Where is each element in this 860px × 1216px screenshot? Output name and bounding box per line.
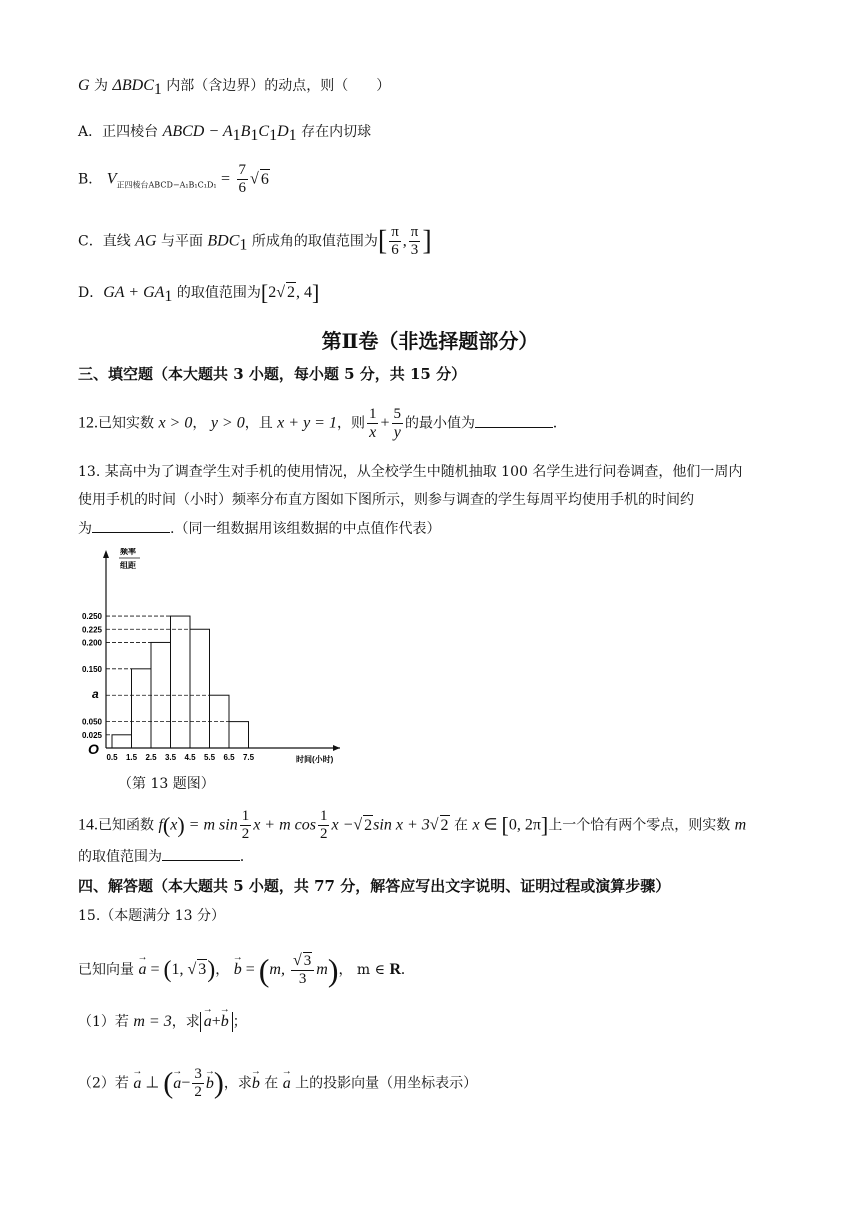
q11-option-c: C．直线 AG 与平面 $BDC_1$ 所成角的取值范围为[ $\frac{\pi}{6}$ , $\frac{\pi}{3}$ ]: [78, 224, 432, 258]
answer-blank: [475, 413, 553, 428]
y-axis-label-bottom: 组距: [120, 561, 136, 570]
y-tick-label: 0.025: [81, 730, 102, 740]
part-3-title: 三、填空题（本大题共 3 小题，每小题 5 分，共 15 分）: [78, 365, 467, 383]
y-tick-label: 0.150: [81, 664, 102, 674]
q14-line-2: 的取值范围为 .: [78, 848, 244, 865]
origin-label: O: [88, 741, 99, 757]
q14-line-1: 14.已知函数 f(x) = m sin $\frac{1}{2}$ x + m cos $\frac{1}{2}$ x −√ 2sin x + 3√ 2 在 x ∈ [0, 2π]上一个恰有两个零点，则实数 m: [78, 808, 747, 842]
q15-part-1: （1）若 m = 3，求→ a+→ b ；: [78, 1012, 247, 1032]
q11-option-a: A．正四棱台 ABCD − $A_1B_1C_1D_1$ 存在内切球: [78, 123, 372, 144]
histogram-bar: [112, 735, 132, 748]
y-axis-arrow: [103, 550, 109, 558]
q15-given: 已知向量 → a = (1, √ 3)， → b = (m, $\frac{√ 3}{3}$ m)， m ∈ R.: [78, 952, 405, 988]
fraction: $\frac{7}{6}$: [238, 162, 247, 196]
q13-line-2: 使用手机的时间（小时）频率分布直方图如下图所示，则参与调查的学生每周平均使用手机的时间约: [78, 492, 694, 508]
q13-line-3: 为 .（同一组数据用该组数据的中点值作代表）: [78, 518, 440, 539]
y-tick-label: 0.200: [81, 638, 102, 648]
y-tick-label: 0.225: [81, 625, 102, 635]
x-axis-arrow: [333, 745, 340, 751]
x-tick-label: 2.5: [145, 753, 157, 762]
q11-stem: G 为 $\Delta BDC_1$ 内部（含边界）的动点，则（ ）: [78, 77, 391, 98]
x-tick-label: 6.5: [223, 753, 235, 762]
x-axis-label: 时间(小时): [296, 755, 334, 764]
x-tick-label: 1.5: [125, 753, 138, 762]
q13-line-1: 13. 某高中为了调查学生对手机的使用情况，从全校学生中随机抽取 100 名学生进行问卷调查，他们一周内: [78, 464, 743, 480]
figure-caption: （第 13 题图）: [118, 776, 215, 792]
part-4-title: 四、解答题（本大题共 5 小题，共 77 分，解答应写出文字说明、证明过程或演算步骤）: [78, 877, 671, 895]
point-g: G: [78, 77, 90, 94]
histogram-bar: [229, 722, 249, 748]
q11-option-b: B． $V_{正四棱台ABCD-A_1B_1C_1D_1}$ = $\frac{7}{6}$ √ 6: [78, 162, 269, 196]
x-tick-label: 4.5: [184, 753, 196, 762]
histogram-chart: [70, 548, 350, 778]
histogram-bar: [190, 629, 210, 748]
x-tick-label: 5.5: [203, 753, 216, 762]
q15-part-2: （2）若 → a ⊥ (→ a− $\frac{3}{2}$ → b)，求→ b 在 → a 上的投影向量（用坐标表示）: [78, 1066, 477, 1101]
y-tick-label: a: [92, 687, 99, 702]
x-tick-label: 3.5: [164, 753, 177, 762]
q12: 12.已知实数 x > 0， y > 0，且 x + y = 1，则 $\frac{1}{x}$ + $\frac{5}{y}$ 的最小值为 .: [78, 406, 557, 441]
histogram-bar: [171, 616, 191, 748]
y-tick-label: 0.050: [81, 717, 102, 727]
answer-blank: [92, 518, 170, 533]
x-tick-label: 7.5: [242, 753, 255, 762]
y-tick-label: 0.250: [81, 612, 102, 622]
histogram-bar: [132, 669, 152, 748]
section-2-title: 第Ⅱ卷（非选择题部分）: [321, 329, 539, 353]
q15-head: 15.（本题满分 13 分）: [78, 908, 225, 924]
q11-option-d: D．GA + $GA_1$ 的取值范围为[2√ 2, 4]: [78, 280, 320, 305]
x-tick-label: 0.5: [106, 753, 118, 762]
answer-blank: [162, 846, 240, 861]
y-axis-label-top: 频率: [120, 548, 136, 556]
